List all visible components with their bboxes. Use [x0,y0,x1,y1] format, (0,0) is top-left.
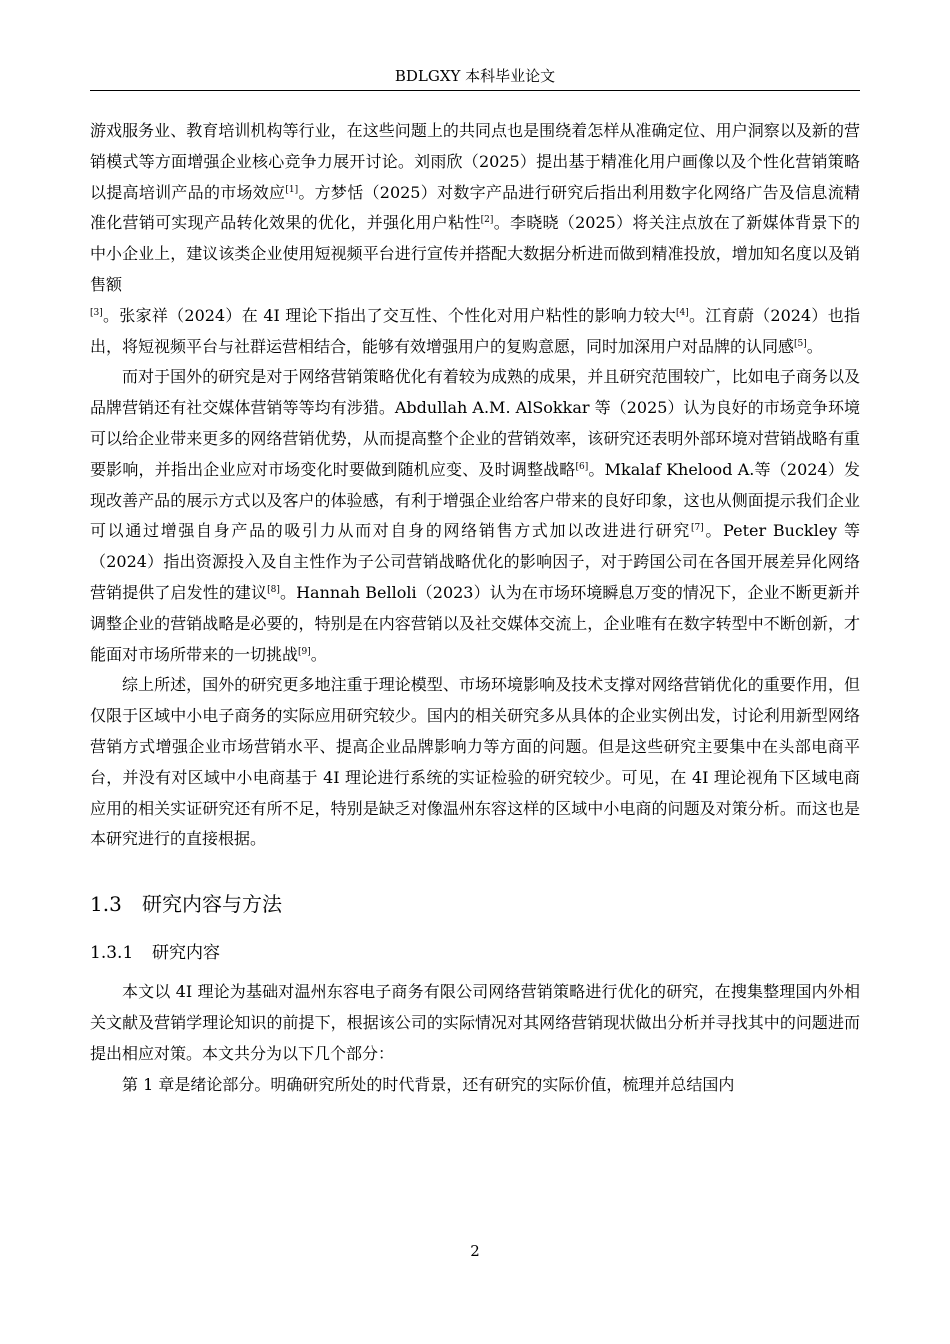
section-title: 研究内容与方法 [142,892,282,917]
section-number: 1.3 [90,892,122,917]
paragraph-research-content: 本文以 4I 理论为基础对温州东容电子商务有限公司网络营销策略进行优化的研究，在搜集整理国内外相关文献及营销学理论知识的前提下，根据该公司的实际情况对其网络营销现状做出分析并寻找其中的问题进而提出相应对策。本文共分为以下几个部分： [90,982,860,1063]
header-rule [90,90,860,91]
text-run: 。方梦恬（2025）对数字产品进行研究后指出利用数字化网络广告及信息流精准化营销可实现产品转化效果的优化，并强化用户粘性 [90,182,860,233]
text-run: 。 [806,336,823,356]
citation-ref: [2] [480,215,494,226]
subsection-title: 研究内容 [152,943,220,964]
subsection-number: 1.3.1 [90,943,134,964]
page-number: 2 [470,1242,480,1260]
text-run: 而对于国外的研究是对于网络营销策略优化有着较为成熟的成果，并且研究范围较广，比如电子商务以及品牌营销还有社交媒体营销等等均有涉猎。Abdullah A.M. AlSokkar 等（2025）认为良好的市场竞争环境可以给企业带来更多的网络营销优势，从而提高整个企业的营销效率，该研究还表明外部环境对营销战略有重要影响，并指出企业应对市场变化时要做到随机应变、及时调整战略 [90,367,860,479]
text-run: 。Peter Buckley 等（2024）指出资源投入及自主性作为子公司营销战略优化的影响因子，对于跨国公司在各国开展差异化网络营销提供了启发性的建议 [90,521,860,602]
paragraph-foreign-studies [90,362,860,670]
citation-ref: [4] [675,307,689,318]
text-run: 。江育蔚（2024）也指出，将短视频平台与社群运营相结合，能够有效增强用户的复购意愿，同时加深用户对品牌的认同感 [90,305,860,356]
text-run: 。Mkalaf Khelood A.等（2024）发现改善产品的展示方式以及客户的体验感，有利于增强企业给客户带来的良好印象，这也从侧面提示我们企业可以通过增强自身产品的吸引力从而对自身的网络销售方式加以改进进行研究 [90,459,860,541]
citation-ref: [3] [90,307,103,318]
citation-ref: [6] [575,461,589,472]
text-run: 游戏服务业、教育培训机构等行业，在这些问题上的共同点也是围绕着怎样从准确定位、用户洞察以及新的营销模式等方面增强企业核心竞争力展开讨论。刘雨欣（2025）提出基于精准化用户画像以及个性化营销策略以提高培训产品的市场效应 [90,121,860,202]
paragraph-summary: 综上所述，国外的研究更多地注重于理论模型、市场环境影响及技术支撑对网络营销优化的重要作用，但仅限于区域中小电子商务的实际应用研究较少。国内的相关研究多从具体的企业实例出发，讨论利用新型网络营销方式增强企业市场营销水平、提高企业品牌影响力等方面的问题。但是这些研究主要集中在头部电商平台，并没有对区域中小电商基于 4I 理论进行系统的实证检验的研究较少。可见，在 4I 理论视角下区域电商应用的相关实证研究还有所不足，特别是缺乏对像温州东容这样的区域中小电商的问题及对策分析。而这也是本研究进行的直接根据。 [90,675,860,849]
citation-ref: [5] [794,338,807,349]
subsection-heading [90,939,860,967]
text-run: 。Hannah Belloli（2023）认为在市场环境瞬息万变的情况下，企业不断更新并调整企业的营销战略是必要的，特别是在内容营销以及社交媒体交流上，企业唯有在数字转型中不断创新，才能面对市场所带来的一切挑战 [90,582,860,664]
citation-ref: [8] [267,584,280,595]
text-run: 。李晓晓（2025）将关注点放在了新媒体背景下的中小企业上，建议该类企业使用短视频平台进行宣传并搭配大数据分析进而做到精准投放，增加知名度以及销售额 [90,213,860,294]
section-heading [90,889,860,919]
text-run: 。张家祥（2024）在 4I 理论下指出了交互性、个性化对用户粘性的影响力较大 [102,305,676,325]
running-header: BDLGXY 本科毕业论文 [394,67,556,85]
citation-ref: [9] [298,646,311,657]
citation-ref: [1] [285,184,299,195]
text-run: 。 [310,644,327,664]
citation-ref: [7] [690,523,704,534]
paragraph-domestic-studies [90,116,860,362]
paragraph-chapter-one: 第 1 章是绪论部分。明确研究所处的时代背景，还有研究的实际价值，梳理并总结国内 [122,1074,735,1094]
page-body [90,116,860,1100]
